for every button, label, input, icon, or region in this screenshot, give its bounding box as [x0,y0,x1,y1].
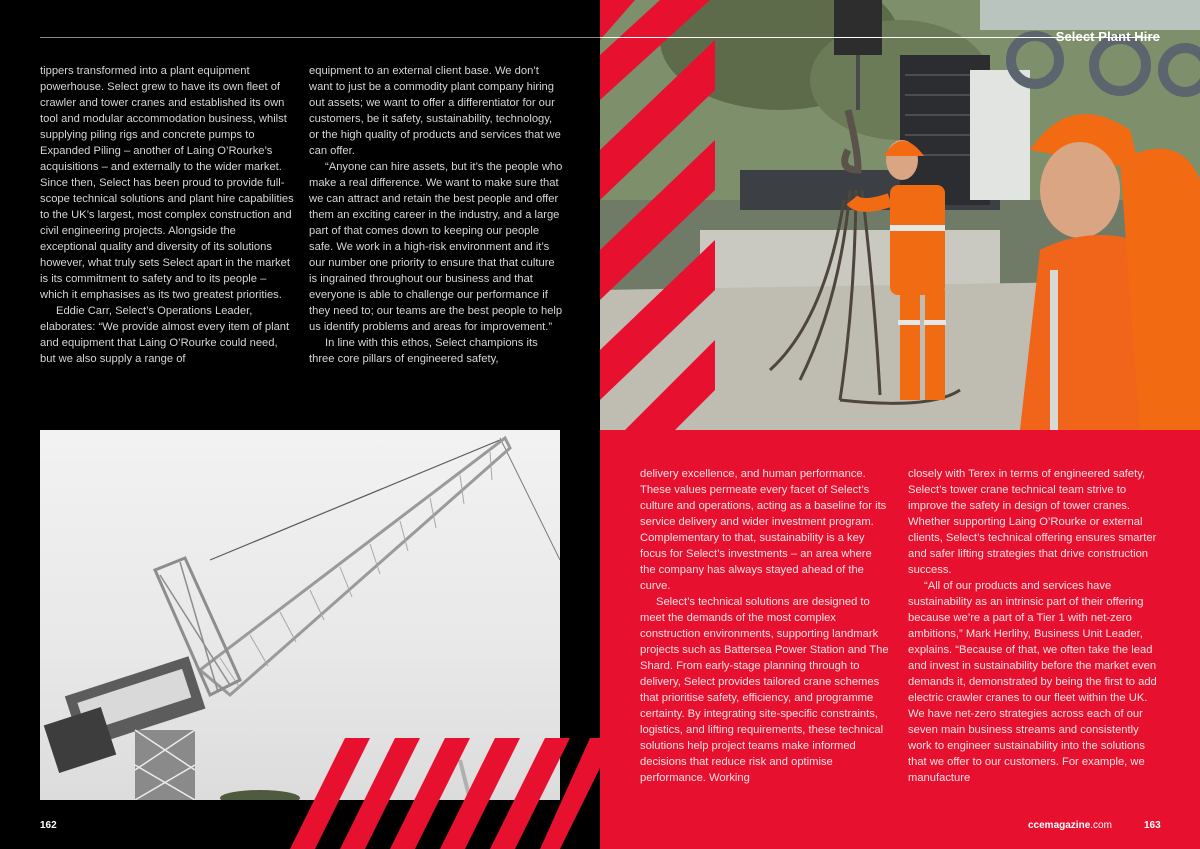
paragraph: In line with this ethos, Select champions its three core pillars of engineered safety, [309,337,538,365]
paragraph: delivery excellence, and human performance. These values permeate every facet of Select’s culture and operations, acting as a baseline for its service delivery and wider investment program. Complementary to that, sustainability is a key focus for Select’s investments – an area where the company has always stayed ahead of the curve. [640,468,887,592]
page-number-right: 163 [1144,820,1161,831]
paragraph: “Anyone can hire assets, but it’s the people who make a real difference. We want to make sure that we can attract and retain the best people and offer them an exciting career in the industry, and a large part of that comes down to keeping our people safe. We work in a high-risk environment and it’s our number one priority to ensure that that culture is ingrained throughout our business and that everyone is able to challenge our performance if they need to; our teams are the best people to help us identify problems and areas for improvement.” [309,161,563,333]
page-number-left: 162 [40,820,57,831]
site-suffix: .com [1090,820,1112,831]
paragraph: equipment to an external client base. We don’t want to just be a commodity plant company hiring out assets; we want to offer a differentiator for our customers, be it safety, sustainability, technology, or the high quality of products and services that we can offer. [309,65,561,157]
left-column-1 [40,63,295,367]
header-rule-left [40,37,600,38]
right-column-1 [640,466,890,786]
paragraph: Select’s technical solutions are designed to meet the demands of the most complex construction environments, supporting landmark projects such as Battersea Power Station and The Shard. From early-stage planning through to delivery, Select provides tailored crane schemes that prioritise safety, efficiency, and programme certainty. By integrating site-specific constraints, logistics, and lifting requirements, these technical solutions help project teams make informed decisions that reduce risk and optimise performance. Working [640,596,889,784]
website-url [1028,820,1112,831]
paragraph: “All of our products and services have sustainability as an intrinsic part of their offering because we’re a part of a Tier 1 with net-zero ambitions,” Mark Herlihy, Business Unit Leader, explains. “Because of that, we often take the lead and invest in sustainability before the market even demands it, demonstrated by being the first to add electric crawler cranes to our fleet within the UK. We have net-zero strategies across each of our seven main business streams and consistently work to engineer sustainability into the solutions that we offer to our customers. For example, we manufacture [908,580,1157,784]
stripes-graphic [600,0,715,430]
left-column-2 [309,63,564,367]
section-title: Select Plant Hire [1055,29,1160,44]
right-column-2 [908,466,1160,786]
stripes-graphic [290,738,600,849]
paragraph: Eddie Carr, Select’s Operations Leader, elaborates: “We provide almost every item of plant and equipment that Laing O’Rourke could need, but we also supply a range of [40,305,290,365]
decorative-stripes-top [600,0,715,430]
paragraph: closely with Terex in terms of engineered safety, Select’s tower crane technical team strive to improve the safety in design of tower cranes. Whether supporting Laing O’Rourke or external clients, Select’s technical offering ensures smarter and safer lifting strategies that drive construction success. [908,468,1157,576]
site-name: ccemagazine [1028,820,1091,831]
decorative-stripes-bottom [290,738,600,849]
paragraph: tippers transformed into a plant equipment powerhouse. Select grew to have its own fleet of crawler and tower cranes and established its own tool and modular accommodation business, whilst supplying piling rigs and concrete pumps to Expanded Piling – another of Laing O’Rourke’s acquisitions – and externally to the wider market. Since then, Select has been proud to provide full-scope technical solutions and plant hire capabilities to the UK’s largest, most complex construction and civil engineering projects. Alongside the exceptional quality and diversity of its solutions however, what truly sets Select apart in the market is its commitment to safety and to its people – which it emphasises as its two greatest priorities. [40,65,294,301]
